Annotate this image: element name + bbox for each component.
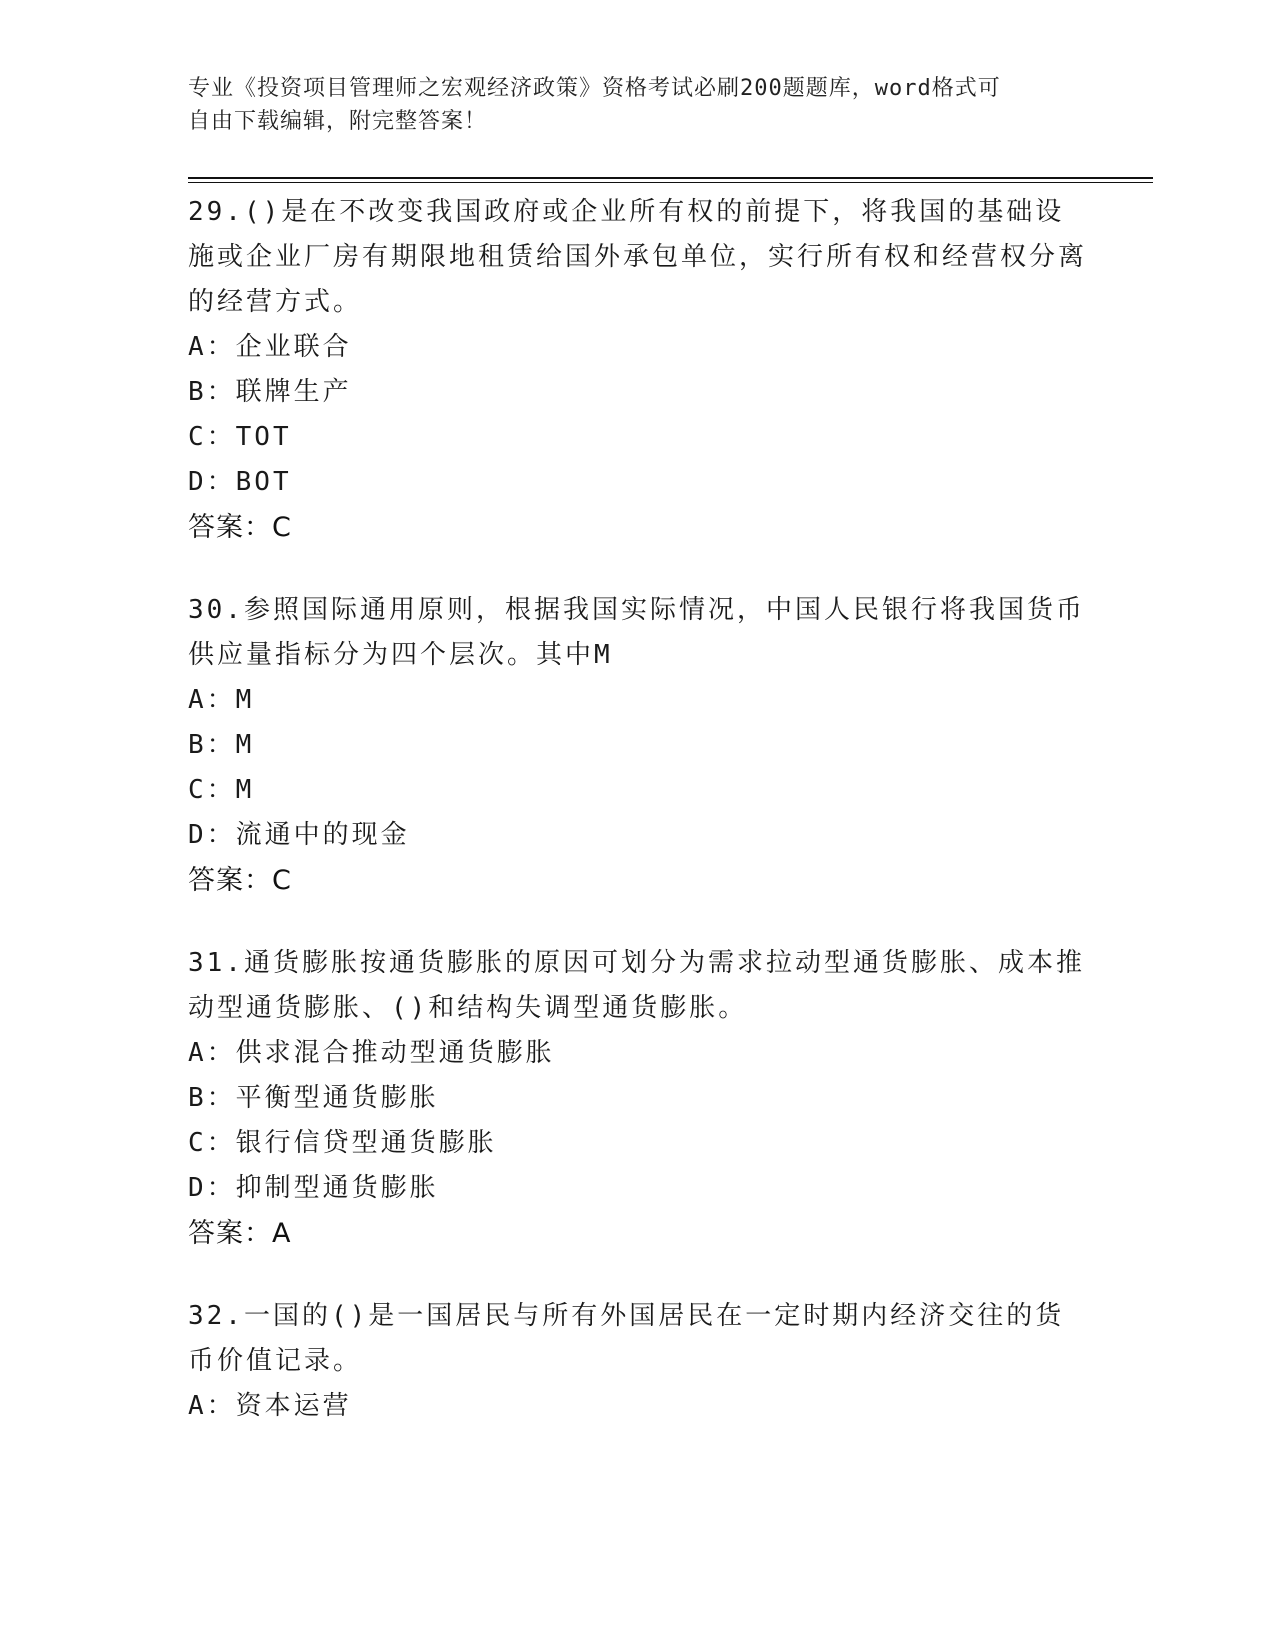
option-c: C：M xyxy=(188,775,255,805)
option-a: A：资本运营 xyxy=(188,1391,352,1421)
question-stem: 31.通货膨胀按通货膨胀的原因可划分为需求拉动型通货膨胀、成本推动型通货膨胀、()和结构失调型通货膨胀。 xyxy=(188,948,1085,1023)
header-line-1: 专业《投资项目管理师之宏观经济政策》资格考试必刷200题题库，word格式可 xyxy=(188,76,1001,101)
header-divider xyxy=(188,177,1153,179)
answer-line: 答案：A xyxy=(188,1218,292,1249)
answer-line: 答案：C xyxy=(188,512,292,543)
option-d: D：BOT xyxy=(188,467,292,497)
question-list xyxy=(188,190,1088,1466)
document-header xyxy=(188,72,1068,138)
option-c: C：TOT xyxy=(188,422,292,452)
question-30 xyxy=(188,588,1088,904)
question-29 xyxy=(188,190,1088,551)
option-a: A：供求混合推动型通货膨胀 xyxy=(188,1038,555,1068)
header-line-2: 自由下载编辑，附完整答案！ xyxy=(188,109,488,134)
question-31 xyxy=(188,941,1088,1257)
option-b: B：平衡型通货膨胀 xyxy=(188,1083,439,1113)
question-32 xyxy=(188,1294,1088,1429)
option-d: D：抑制型通货膨胀 xyxy=(188,1173,439,1203)
question-stem: 29.()是在不改变我国政府或企业所有权的前提下，将我国的基础设施或企业厂房有期限地租赁给国外承包单位，实行所有权和经营权分离的经营方式。 xyxy=(188,197,1088,317)
header-divider-thin xyxy=(188,182,1153,183)
answer-line: 答案：C xyxy=(188,865,292,896)
question-stem: 32.一国的()是一国居民与所有外国居民在一定时期内经济交往的货币价值记录。 xyxy=(188,1301,1065,1376)
option-b: B：联牌生产 xyxy=(188,377,352,407)
option-a: A：M xyxy=(188,685,255,715)
option-d: D：流通中的现金 xyxy=(188,820,410,850)
option-a: A：企业联合 xyxy=(188,332,352,362)
option-b: B：M xyxy=(188,730,255,760)
option-c: C：银行信贷型通货膨胀 xyxy=(188,1128,497,1158)
question-stem: 30.参照国际通用原则，根据我国实际情况，中国人民银行将我国货币供应量指标分为四个层次。其中M xyxy=(188,595,1085,670)
